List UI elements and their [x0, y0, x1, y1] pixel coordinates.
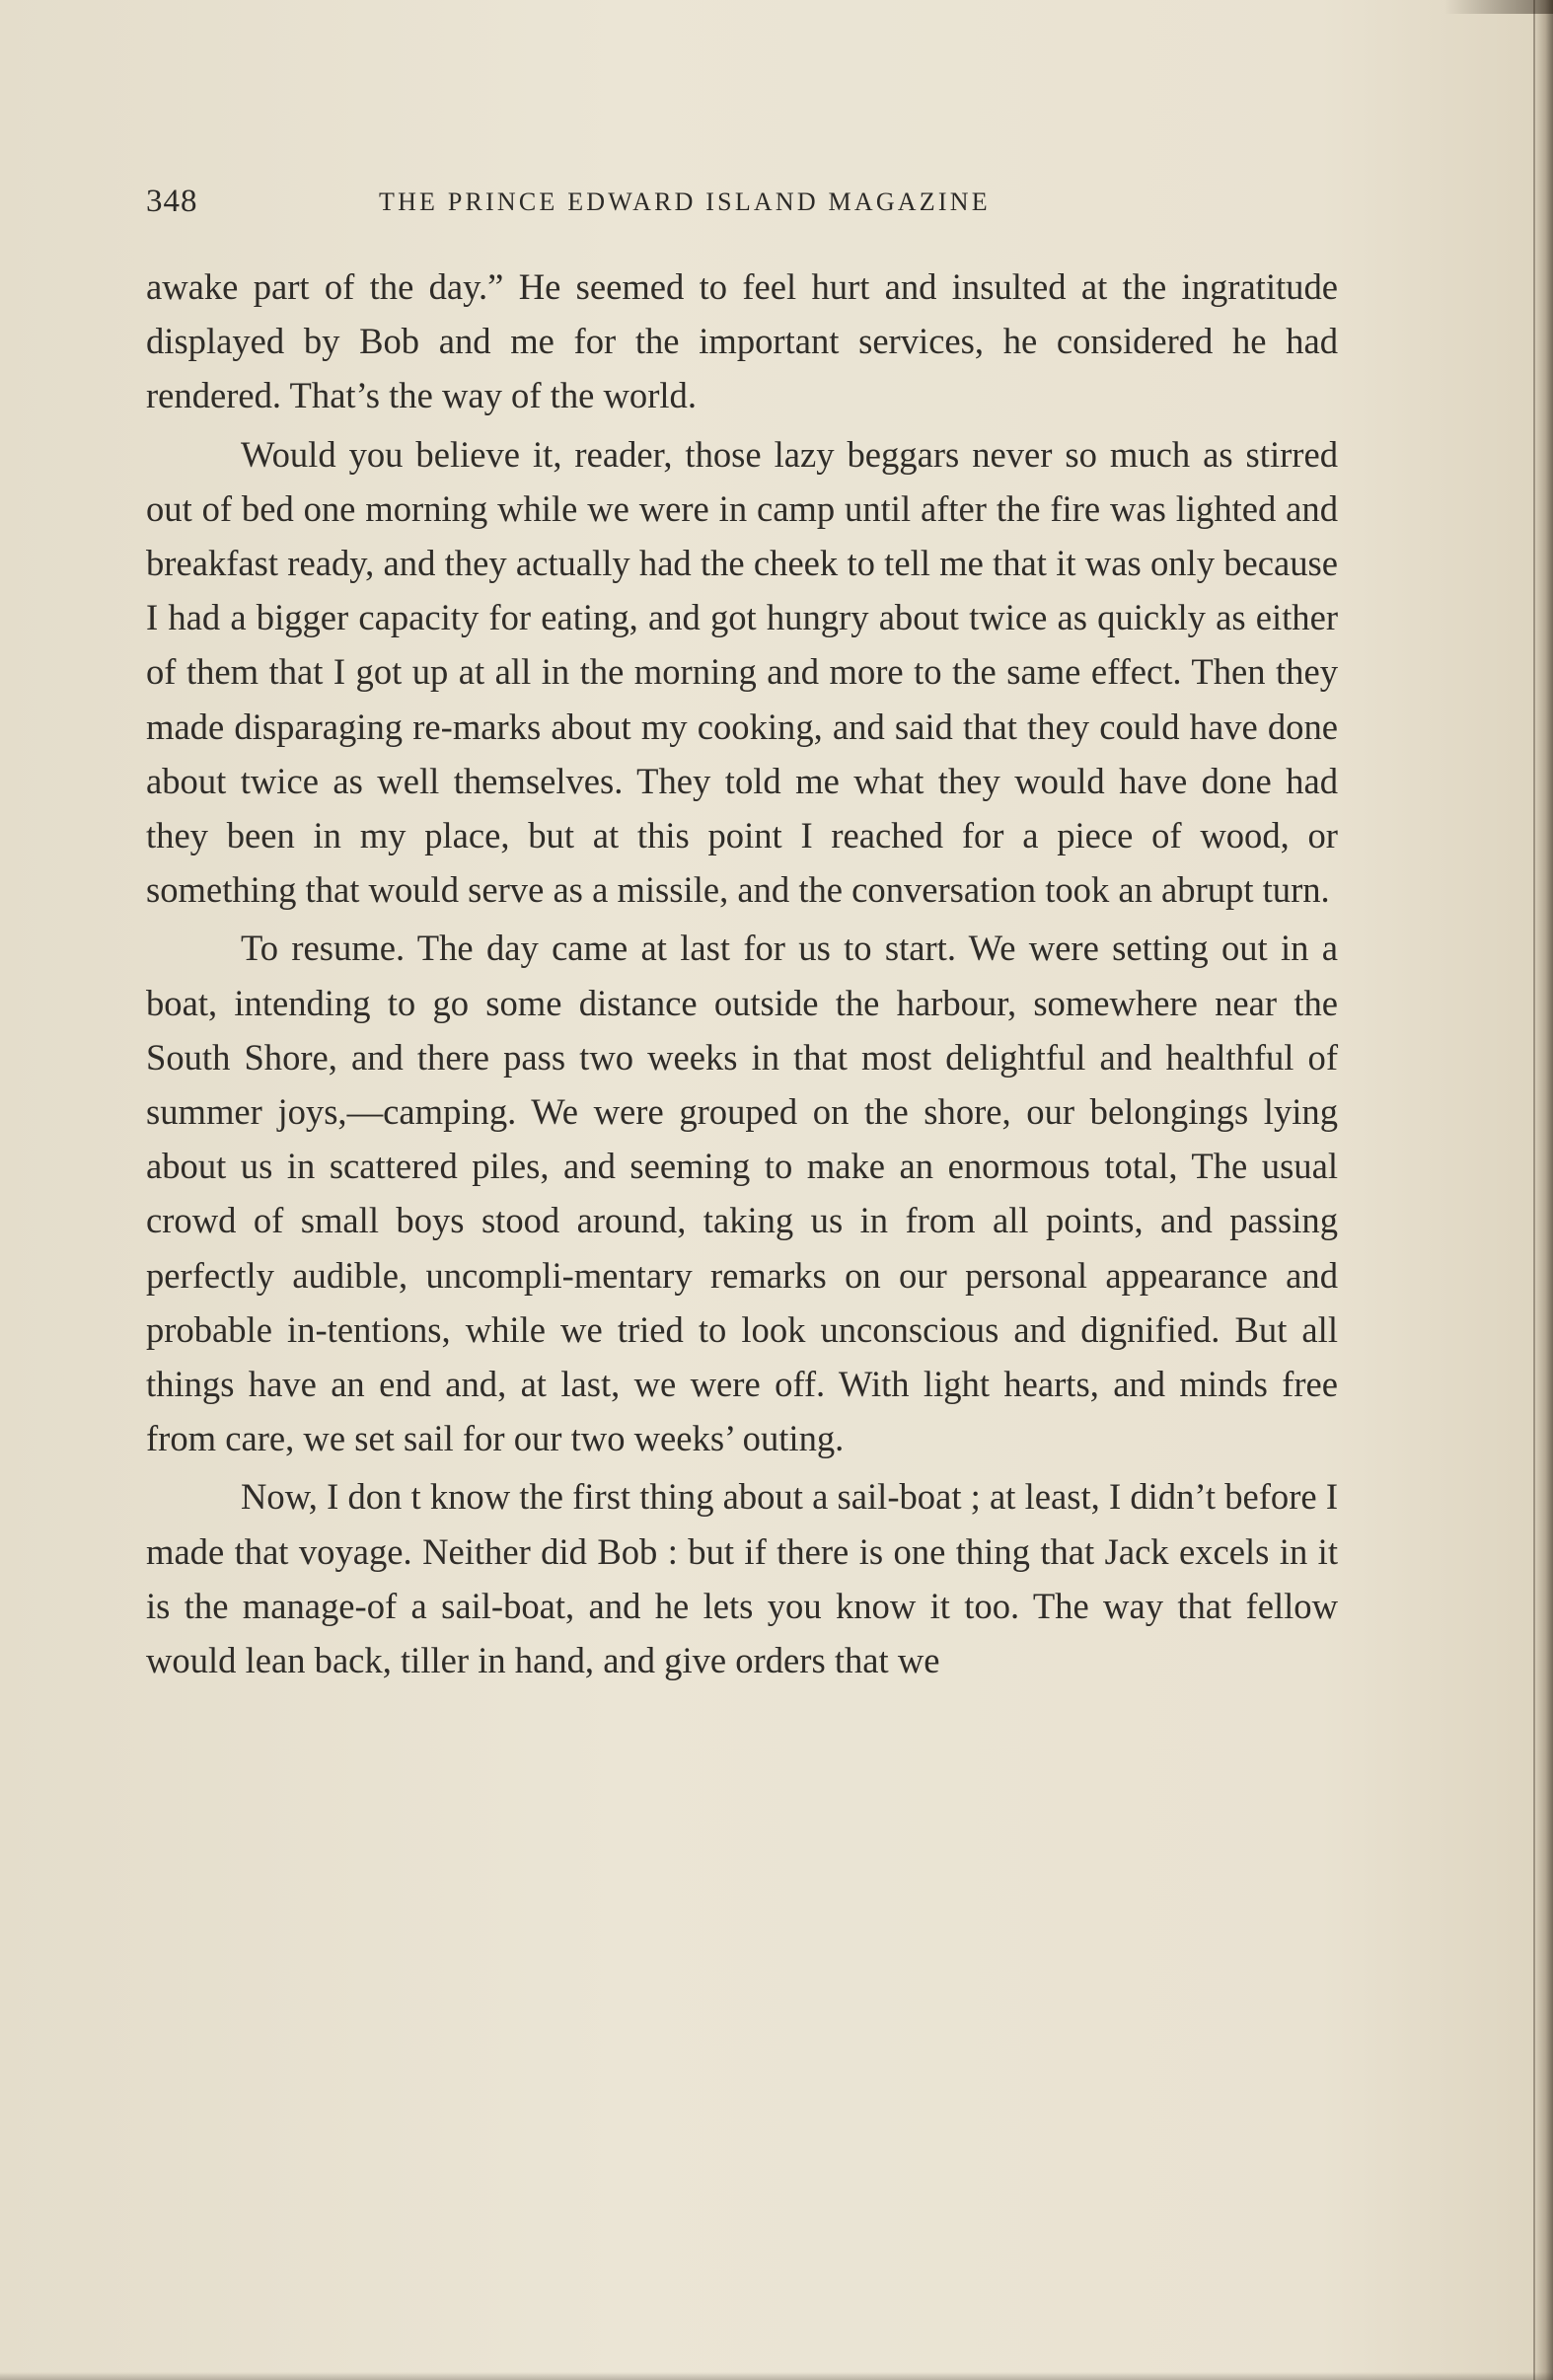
page-edge-shadow — [1533, 0, 1553, 2380]
body-text — [146, 260, 1338, 1691]
running-title: THE PRINCE EDWARD ISLAND MAGAZINE — [379, 187, 991, 216]
page-corner-shadow — [1444, 0, 1553, 14]
page-header — [146, 184, 1369, 233]
paragraph-3: To resume. The day came at last for us to start. We were setting out in a boat, intending to go some distance outside the harbour, somewhere near the South Shore, and there pass two weeks in that most delightful and healthful of summer joys,—camping. We were grouped on the shore, our belongings lying about us in scattered piles, and seeming to make an enormous total, The usual crowd of small boys stood around, taking us in from all points, and passing perfectly audible, uncompli-mentary remarks on our personal appearance and probable in-tentions, while we tried to look unconscious and dignified. But all things have an end and, at last, we were off. With light hearts, and minds free from care, we set sail for our two weeks’ outing. — [146, 928, 1338, 1459]
page-bottom-edge — [0, 2372, 1553, 2380]
page-edge-line — [1533, 0, 1535, 2380]
page-number: 348 — [146, 184, 198, 219]
paragraph-1: awake part of the day.” He seemed to feel hurt and insulted at the ingratitude displayed by Bob and me for the important services, he considered he had rendered. That’s the way of the world. — [146, 266, 1338, 416]
paragraph-4: Now, I don t know the first thing about a sail-boat ; at least, I didn’t before I made that voyage. Neither did Bob : but if there is one thing that Jack excels in it is the manage-of a sail-boat, and he lets you know it too. The way that fellow would lean back, tiller in hand, and give orders that we — [146, 1476, 1338, 1681]
paragraph-2: Would you believe it, reader, those lazy beggars never so much as stirred out of bed one morning while we were in camp until after the fire was lighted and breakfast ready, and they actually had the cheek to tell me that it was only because I had a bigger capacity for eating, and got hungry about twice as quickly as either of them that I got up at all in the morning and more to the same effect. Then they made disparaging re-marks about my cooking, and said that they could have done about twice as well themselves. They told me what they would have done had they been in my place, but at this point I reached for a piece of wood, or something that would serve as a missile, and the conversation took an abrupt turn. — [146, 433, 1338, 911]
